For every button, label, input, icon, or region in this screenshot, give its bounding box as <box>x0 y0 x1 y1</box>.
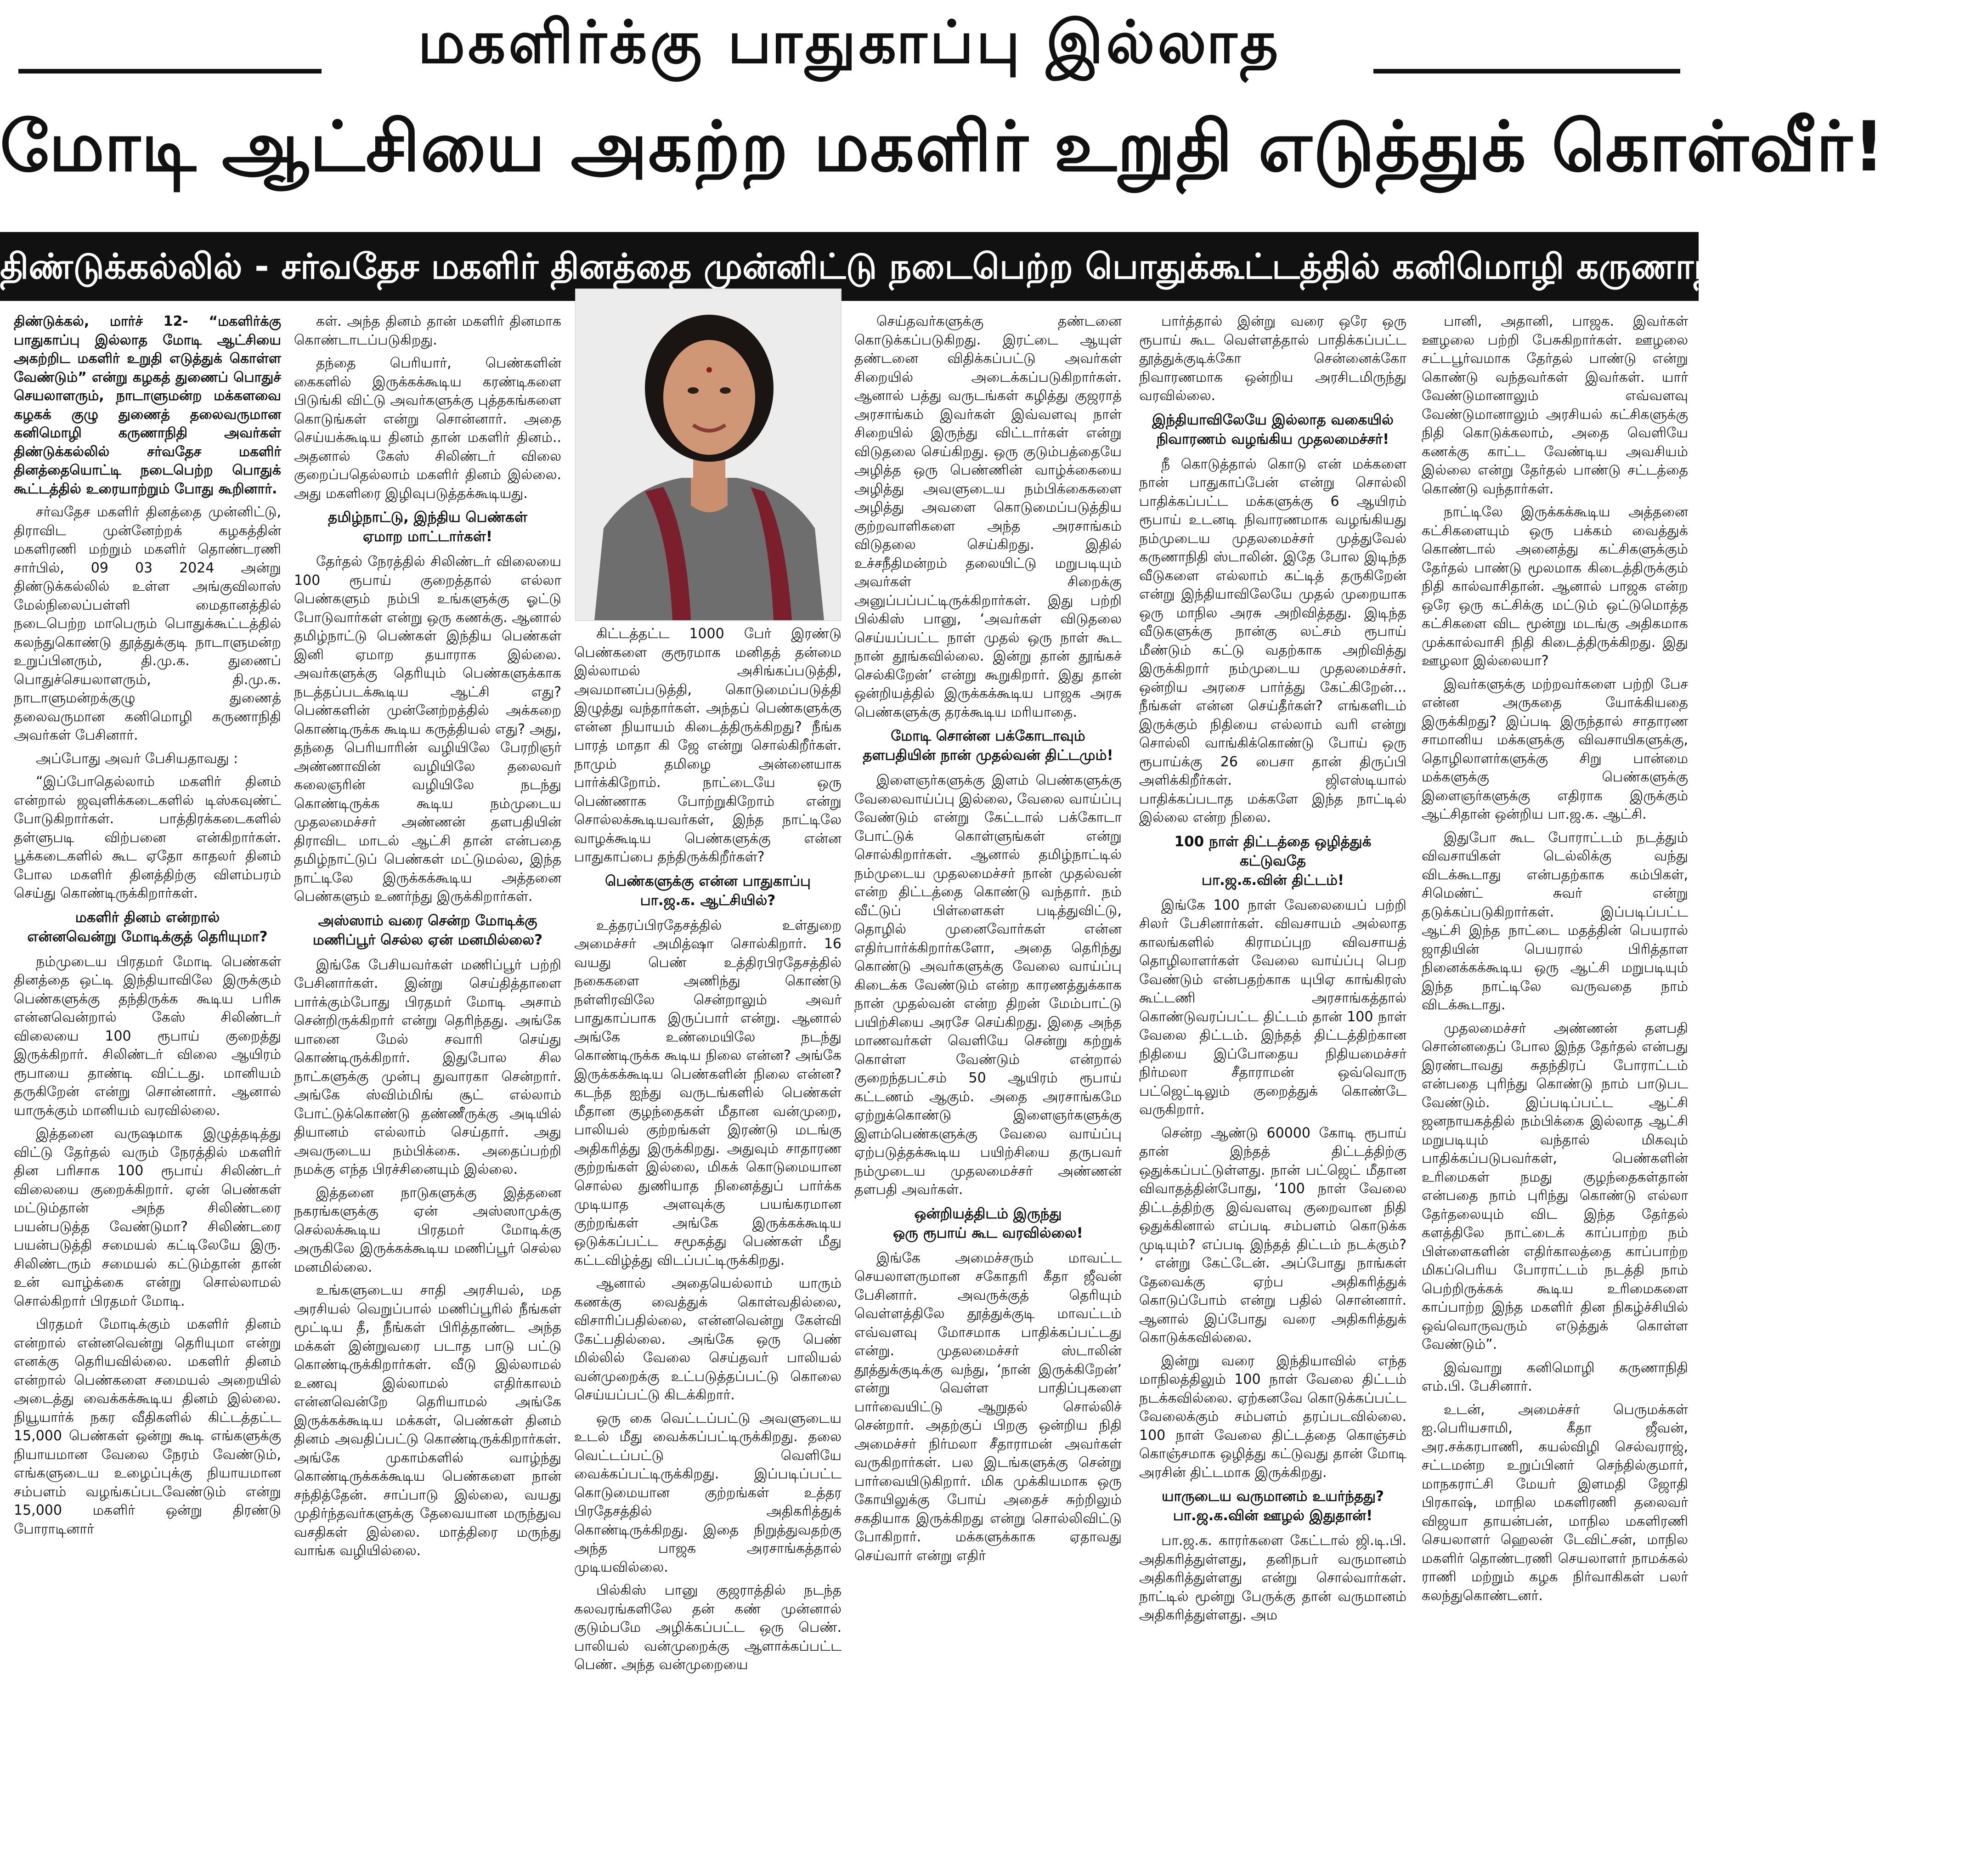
section-subheading <box>294 911 561 950</box>
strap-banner <box>0 232 1988 301</box>
article-paragraph: இங்கே அமைச்சரும் மாவட்ட செயலாளருமான சகோதரி கீதா ஜீவன் பேசினார். அவருக்குத் தெரியும் வெள்ளத்திலே தூத்துக்குடி மாவட்டம் எவ்வளவு மோசமாக பாதிக்கப்பட்டது என்று. முதலமைச்சர் ஸ்டாலின் தூத்துக்குடிக்கு வந்து, ‘நான் இருக்கிறேன்’ என்று வெள்ள பாதிப்புகளை பார்வையிட்டு ஆறுதல் சொல்லிச் சென்றார். அதற்குப் பிறகு ஒன்றிய நிதி அமைச்சர் நிர்மலா சீதாராமன் அவர்கள் வருகிறார்கள். பல இடங்களுக்கு சென்று பார்வையிடுகிறார். மிக முக்கியமாக ஒரு கோயிலுக்கு போய் அதைச் சுற்றிலும் சகதியாக இருக்கிறது என்று சொல்லிவிட்டு போகிறார். மக்களுக்காக ஏதாவது செய்வார் என்று எதிர் <box>854 1250 1122 1564</box>
article-paragraph: அப்போது அவர் பேசியதாவது : <box>36 750 238 767</box>
subheading-line: ஒன்றியத்திடம் இருந்து <box>914 1205 1062 1222</box>
section-subheading <box>14 908 281 946</box>
speaker-portrait-image <box>576 289 841 620</box>
article-paragraph: “இப்போதெல்லாம் மகளிர் தினம் என்றால் ஜவுளிக்கடைகளில் டிஸ்கவுண்ட் போடுகிறார்கள். பாத்திரக்கடைகளில் தள்ளுபடி விற்பனை என்கிறார்கள். பூக்கடைகளில் கூட ஏதோ காதலர் தினம் போல மகளிர் தினத்திற்கு விளம்பரம் செய்து கொண்டிருக்கிறார்கள். <box>14 774 281 901</box>
subheading-line: 100 நாள் திட்டத்தை ஒழித்துக் கட்டுவதே <box>1174 833 1372 869</box>
article-paragraph: இவ்வாறு கனிமொழி கருணாநிதி எம்.பி. பேசினார். <box>1422 1359 1688 1394</box>
subheading-line: நிவாரணம் வழங்கிய முதலமைச்சர்! <box>1156 430 1389 447</box>
article-paragraph: இத்தனை நாடுகளுக்கு இத்தனை நகரங்களுக்கு ஏன் அஸ்ஸாமுக்கு செல்லக்கூடிய பிரதமர் மோடிக்கு அருகிலே இருக்கக்கூடிய மணிப்பூர் செல்ல மனமில்லை. <box>294 1184 561 1275</box>
article-paragraph: இளைஞர்களுக்கு இளம் பெண்களுக்கு வேலைவாய்ப்பு இல்லை, வேலை வாய்ப்பு வேண்டும் என்று கேட்டால் பக்கோடா போட்டுக் கொள்ளுங்கள் என்று சொல்கிறார்கள். ஆனால் தமிழ்நாட்டில் நம்முடைய முதலமைச்சர் நான் முதல்வன் என்ற திட்டத்தை கொண்டு வந்தார். நம் வீட்டுப் பிள்ளைகள் படித்துவிட்டு, தொழில் முனைவோர்கள் என்ன எதிர்பார்க்கிறார்களோ, அதை தெரிந்து கொண்டு அவர்களுக்கு வேலை வாய்ப்பு கிடைக்க வேண்டும் என்ற காரணத்துக்காக நான் முதல்வன் என்ற திறன் மேம்பாட்டு பயிற்சியை அரசே செய்கிறது. இதை அந்த மாணவர்கள் வெளியே சென்று கற்றுக் கொள்ள வேண்டும் என்றால் குறைந்தபட்சம் 50 ஆயிரம் ரூபாய் கட்டணம் ஆகும். அதை அரசாங்கமே ஏற்றுக்கொண்டு இளைஞர்களுக்கு இளம்பெண்களுக்கு வேலை வாய்ப்பு ஏற்படுத்தக்கூடிய பயிற்சியை தருபவர் நம்முடைய முதலமைச்சர் அண்ணன் தளபதி அவர்கள். <box>854 772 1122 1198</box>
section-subheading <box>854 726 1122 765</box>
strap-text: திண்டுக்கல்லில் - சர்வதேச மகளிர் தினத்தை முன்னிட்டு நடைபெற்ற பொதுக்கூட்டத்தில் கனிமொழி கருணாநிதி எம்.பி. உரை! <box>0 246 1988 287</box>
article-paragraph: கள். அந்த தினம் தான் மகளிர் தினமாக கொண்டாடப்படுகிறது. <box>294 313 561 348</box>
article-column-5 <box>1139 312 1406 1861</box>
article-paragraph: உங்களுடைய சாதி அரசியல், மத அரசியல் வெறுப்பால் மணிப்பூரில் நீங்கள் மூட்டிய தீ, நீங்கள் பிரித்தாண்ட அந்த மக்கள் இன்றுவரை படாத பாடு பட்டு கொண்டிருக்கிறார்கள். வீடு இல்லாமல் உணவு இல்லாமல் எதிர்காலம் என்னவென்றே தெரியாமல் அங்கே இருக்கக்கூடிய மக்கள், பெண்கள் தினம் தினம் அவதிப்பட்டு கொண்டிருக்கிறார்கள். அங்கே முகாம்களில் வாழ்ந்து கொண்டிருக்கக்கூடிய பெண்களை நான் சந்தித்தேன். சாப்பாடு இல்லை, வயது முதிர்ந்தவர்களுக்கு தேவையான மருந்துவ வசதிகள் இல்லை. மாத்திரை மருந்து வாங்க வழியில்லை. <box>294 1282 561 1559</box>
article-column-2 <box>294 312 561 1861</box>
article-paragraph: நம்முடைய பிரதமர் மோடி பெண்கள் தினத்தை ஒட்டி இந்தியாவிலே இருக்கும் பெண்களுக்கு தந்திருக்க கூடிய பரிசு என்னவென்றால் கேஸ் சிலிண்டர் விலையை 100 ரூபாய் குறைத்து இருக்கிறார். சிலிண்டர் விலை ஆயிரம் ரூபாயை தாண்டி விட்டது. மானியம் தருகிறேன் என்று சொன்னார். ஆனால் யாருக்கும் மானியம் வரவில்லை. <box>14 953 281 1119</box>
subheading-line: மகளிர் தினம் என்றால் <box>75 909 220 926</box>
article-paragraph: இன்று வரை இந்தியாவில் எந்த மாநிலத்திலும் 100 நாள் வேலை திட்டம் நடக்கவில்லை. ஏற்கனவே கொடுக்கப்பட்ட வேலைக்கும் சம்பளம் தரப்படவில்லை. 100 நாள் வேலை திட்டத்தை கொஞ்சம் கொஞ்சமாக ஒழித்து கட்டுவது தான் மோடி அரசின் திட்டமாக இருக்கிறது. <box>1139 1353 1406 1481</box>
section-subheading <box>1139 832 1406 890</box>
kicker-rule-right <box>1373 69 1680 74</box>
subheading-line: பா.ஜ.க.வின் ஊழல் இதுதான்! <box>1173 1507 1373 1524</box>
subheading-line: தளபதியின் நான் முதல்வன் திட்டமும்! <box>863 747 1113 764</box>
article-column-6 <box>1422 312 1688 1861</box>
article-paragraph: பானி, அதானி, பாஜக. இவர்கள் ஊழலை பற்றி பேசுகிறார்கள். ஊழலை சட்டபூர்வமாக தேர்தல் பாண்டு என்று கொண்டு வந்தவர்கள் இவர்கள். யார் வேண்டுமானாலும் எவ்வளவு வேண்டுமானாலும் அரசியல் கட்சிகளுக்கு நிதி கொடுக்கலாம், அதை வெளியே கணக்கு காட்ட வேண்டிய அவசியம் இல்லை என்று தேர்தல் பாண்டு சட்டத்தை கொண்டு வந்தார்கள். <box>1422 313 1688 497</box>
subheading-line: பெண்களுக்கு என்ன பாதுகாப்பு <box>605 872 811 889</box>
article-paragraph: தந்தை பெரியார், பெண்களின் கைகளில் இருக்கக்கூடிய கரண்டிகளை பிடுங்கி விட்டு அவர்களுக்கு புத்தகங்களை கொடுங்கள் என்று சொன்னார். அதை செய்யக்கூடிய தினம் தான் மகளிர் தினம்.. அதனால் கேஸ் சிலிண்டர் விலை குறைப்பதெல்லாம் மகளிர் தினம் இல்லை. அது மகளிரை இழிவுபடுத்தக்கூடியது. <box>294 355 561 502</box>
article-paragraph: சென்ற ஆண்டு 60000 கோடி ரூபாய் தான் இந்தத் திட்டத்திற்கு ஒதுக்கப்பட்டுள்ளது. நான் பட்ஜெட் மீதான விவாதத்தின்போது, ‘100 நாள் வேலை திட்டத்திற்கு இவ்வளவு குறைவான நிதி ஒதுக்கினால் எப்படி சம்பளம் கொடுக்க முடியும்? எப்படி இந்தத் திட்டம் நடக்கும்? ’ என்று கேட்டேன். அப்போது நாங்கள் தேவைக்கு ஏற்ப அதிகரித்துக் கொடுப்போம் என்று பதில் சொன்னார். ஆனால் இப்போது வரை அதிகரித்துக் கொடுக்கவில்லை. <box>1139 1125 1406 1346</box>
subheading-line: அஸ்ஸாம் வரை சென்ற மோடிக்கு <box>318 912 537 929</box>
article-paragraph: இங்கே பேசியவர்கள் மணிப்பூர் பற்றி பேசினார்கள். இன்று செய்தித்தாளை பார்க்கும்போது பிரதமர் மோடி அசாம் சென்றிருக்கிறார் என்று தெரிந்தது. அங்கே யானை மேல் சவாரி செய்து கொண்டிருக்கிறார். இதுபோல சில நாட்களுக்கு முன்பு துவாரகா சென்றார். அங்கே ஸ்விம்மிங் சூட் எல்லாம் போட்டுக்கொண்டு தண்ணீருக்கு அடியில் தியானம் எல்லாம் செய்தார். அது அவருடைய நம்பிக்கை. அதைப்பற்றி நமக்கு எந்த பிரச்சினையும் இல்லை. <box>294 957 561 1177</box>
kicker-title: மகளிர்க்கு பாதுகாப்பு இல்லாத <box>418 8 1281 77</box>
subheading-line: ஏமாற மாட்டார்கள்! <box>363 528 492 545</box>
article-paragraph: இவர்களுக்கு மற்றவர்களை பற்றி பேச என்ன அருகதை யோக்கியதை இருக்கிறது? இப்படி இருந்தால் சாதாரண சாமானிய மக்களுக்கு விவசாயிகளுக்கு, தொழிலாளர்களுக்கு சிறு பான்மை மக்களுக்கு பெண்களுக்கு இளைஞர்களுக்கு எதிராக இருக்கும் ஆட்சிதான் ஒன்றிய பா.ஜ.க. ஆட்சி. <box>1422 676 1688 822</box>
article-column-3 <box>574 625 842 1861</box>
article-paragraph: பில்கிஸ் பானு குஜராத்தில் நடந்த கலவரங்களிலே தன் கண் முன்னால் குடும்பமே அழிக்கப்பட்ட ஒரு பெண். பாலியல் வன்முறைக்கு ஆளாக்கப்பட்ட பெண். அந்த வன்முறையை <box>574 1582 842 1673</box>
article-paragraph: உத்தரப்பிரதேசத்தில் உள்துறை அமைச்சர் அமித்ஷா சொல்கிறார். 16 வயது பெண் உத்திரபிரதேசத்தில் நகைகளை அணிந்து கொண்டு நள்ளிரவிலே சென்றாலும் அவர் பாதுகாப்பாக இருப்பார் என்று. ஆனால் அங்கே உண்மையிலே நடந்து கொண்டிருக்க கூடிய நிலை என்ன? அங்கே இருக்கக்கூடிய பெண்களின் நிலை என்ன? கடந்த ஐந்து வருடங்களில் பெண்கள் மீதான குழந்தைகள் மீதான வன்முறை, பாலியல் குற்றங்கள் இரண்டு மடங்கு அதிகரித்து இருக்கிறது. அதுவும் சாதாரண குற்றங்கள் இல்லை, மிகக் கொடுமையான சொல்ல துணியாத நினைத்துப் பார்க்க முடியாத அளவுக்கு பயங்கரமான குற்றங்கள் அங்கே இருக்கக்கூடிய ஒடுக்கப்பட்ட சமூகத்து பெண்கள் மீது கட்டவிழ்த்து விடப்பட்டிருக்கிறது. <box>574 917 842 1268</box>
subheading-line: ஒரு ரூபாய் கூட வரவில்லை! <box>893 1224 1083 1241</box>
article-paragraph: பார்த்தால் இன்று வரை ஒரே ஒரு ரூபாய் கூட வெள்ளத்தால் பாதிக்கப்பட்ட தூத்துக்குடிக்கோ சென்னைக்கோ நிவாரணமாக ஒன்றிய அரசிடமிருந்து வரவில்லை. <box>1139 313 1406 404</box>
article-paragraph: பா.ஜ.க. காரர்களை கேட்டால் ஜி.டி.பி. அதிகரித்துள்ளது, தனிநபர் வருமானம் அதிகரித்துள்ளது என்று சொல்வார்கள். நாட்டில் மூன்று பேருக்கு தான் வருமானம் அதிகரித்துள்ளது. அம <box>1139 1533 1406 1623</box>
subheading-line: யாருடைய வருமானம் உயர்ந்தது? <box>1161 1488 1384 1505</box>
article-paragraph: இத்தனை வருஷமாக இழுத்தடித்து விட்டு தேர்தல் வரும் நேரத்தில் மகளிர் தின பரிசாக 100 ரூபாய் சிலிண்டர் விலையை குறைக்கிறார். ஏன் பெண்கள் மட்டும்தான் அந்த சிலிண்டரை பயன்படுத்த வேண்டுமா? சிலிண்டரை பயன்படுத்தி சமையல் கட்டிலேயே இரு. சிலிண்டரும் சமையல் கட்டும்தான் தான் உன் வாழ்க்கை என்று சொல்லாமல் சொல்கிறார் பிரதமர் மோடி. <box>14 1126 281 1309</box>
section-subheading <box>294 508 561 546</box>
article-paragraph: உடன், அமைச்சர் பெருமக்கள் ஐ.பெரியசாமி, கீதா ஜீவன், அர.சக்கரபாணி, கயல்விழி செல்வராஜ், சட்டமன்ற உறுப்பினர் செந்தில்குமார், மாநகராட்சி மேயர் இளமதி ஜோதி பிரகாஷ், மாநில மகளிரணி தலைவர் விஜயா தாயன்பன், மாநில மகளிரணி செயலாளர் ஹெலன் டேவிட்சன், மாநில மகளிர் தொண்டரணி செயலாளர் நாமக்கல் ராணி மற்றும் கழக நிர்வாகிகள் பலர் கலந்துகொண்டனர். <box>1422 1401 1688 1604</box>
article-paragraph: இங்கே 100 நாள் வேலையைப் பற்றி சிலர் பேசினார்கள். விவசாயம் அல்லாத காலங்களில் கிராமப்புற விவசாயத் தொழிலாளர்கள் வேலை வாய்ப்பு பெற வேண்டும் என்பதற்காக யுபிஏ காங்கிரஸ் கூட்டணி அரசாங்கத்தால் கொண்டுவரப்பட்ட திட்டம் தான் 100 நாள் வேலை திட்டம். இந்தத் திட்டத்திற்கான நிதியை இப்போதைய நிதியமைச்சர் நிர்மலா சீதாராமன் ஒவ்வொரு பட்ஜெட்டிலும் குறைத்துக் கொண்டே வருகிறார். <box>1139 897 1406 1118</box>
article-paragraph: நாட்டிலே இருக்கக்கூடிய அத்தனை கட்சிகளையும் ஒரு பக்கம் வைத்துக் கொண்டால் அனைத்து கட்சிகளுக்கும் தேர்தல் பாண்டு மூலமாக கிடைத்திருக்கும் நிதி கால்வாசிதான். ஆனால் பாஜக என்ற ஒரே ஒரு கட்சிக்கு மட்டும் ஒட்டுமொத்த கட்சிகளை விட மூன்று மடங்கு அதிகமாக முக்கால்வாசி நிதி கிடைத்திருக்கிறது. இது ஊழலா இல்லையா? <box>1422 504 1688 669</box>
article-paragraph: தேர்தல் நேரத்தில் சிலிண்டர் விலையை 100 ரூபாய் குறைத்தால் எல்லா பெண்களும் நம்பி உங்களுக்கு ஓட்டு போடுவார்கள் என்று ஒரு கணக்கு. ஆனால் தமிழ்நாட்டு பெண்கள் இந்திய பெண்கள் இனி ஏமாற தயாராக இல்லை. அவர்களுக்கு தெரியும் பெண்களுக்காக நடத்தப்படக்கூடிய ஆட்சி எது? பெண்களின் முன்னேற்றத்தில் அக்கறை கொண்டிருக்க கூடிய கருத்தியல் எது? அது, தந்தை பெரியாரின் வழியிலே பேரறிஞர் அண்ணாவின் வழியிலே தலைவர் கலைஞரின் வழியிலே நடந்து கொண்டிருக்க கூடிய நம்முடைய முதலமைச்சர் அண்ணன் தளபதியின் திராவிட மாடல் ஆட்சி தான் என்பதை தமிழ்நாட்டுப் பெண்கள் மட்டுமல்ல, இந்த நாட்டிலே இருக்கக்கூடிய அத்தனை பெண்களும் உணர்ந்து இருக்கிறார்கள். <box>294 554 561 905</box>
article-paragraph: ஆனால் அதையெல்லாம் யாரும் கணக்கு வைத்துக் கொள்வதில்லை, விசாரிப்பதில்லை, என்னவென்று கேள்வி கேட்பதில்லை. அங்கே ஒரு பெண் மில்லில் வேலை செய்தவர் பாலியல் வன்முறைக்கு உட்படுத்தப்பட்டு கொலை செய்யப்பட்டு கிடக்கிறார். <box>574 1275 842 1403</box>
article-paragraph: பிரதமர் மோடிக்கும் மகளிர் தினம் என்றால் என்னவென்று தெரியுமா என்று எனக்கு தெரியவில்லை. மகளிர் தினம் என்றால் பெண்களை சமையல் அறையில் அடைத்து வைக்கக்கூடிய தினம் இல்லை. நியூயார்க் நகர வீதிகளில் கிட்டத்தட்ட 15,000 பெண்கள் ஒன்று கூடி எங்களுக்கு நியாயமான வேலை நேரம் வேண்டும், எங்களுடைய உழைப்புக்கு நியாயமான சம்பளம் வழங்கப்படவேண்டும் என்று 15,000 மகளிர் ஒன்று திரண்டு போராடினார் <box>14 1316 281 1537</box>
subheading-line: மோடி சொன்ன பக்கோடாவும் <box>891 728 1085 744</box>
article-paragraph: இதுபோ கூட போராட்டம் நடத்தும் விவசாயிகள் டெல்லிக்கு வந்து விடக்கூடாது என்பதற்காக கம்பிகள், சிமெண்ட் சுவர் என்று தடுக்கப்படுகிறார்கள். இப்படிப்பட்ட ஆட்சி இந்த நாட்டை மதத்தின் பெயரால் ஜாதியின் பெயரால் பிரித்தாள நினைக்கக்கூடிய ஒரு ஆட்சி மறுபடியும் இந்த நாட்டிலே வருவதை நாம் விடக்கூடாது. <box>1422 829 1688 1013</box>
headline: மோடி ஆட்சியை அகற்ற மகளிர் உறுதி எடுத்துக் கொள்வீர்! <box>0 107 1886 187</box>
subheading-line: தமிழ்நாட்டு, இந்திய பெண்கள் <box>328 509 527 526</box>
section-subheading <box>854 1204 1122 1243</box>
article-paragraph: ஒரு கை வெட்டப்பட்டு அவளுடைய உடல் மீது வைக்கப்பட்டிருக்கிறது. தலை வெட்டப்பட்டு வெளியே வைக்கப்பட்டிருக்கிறது. இப்படிப்பட்ட கொடுமையான குற்றங்கள் உத்தர பிரதேசத்தில் அதிகரித்துக் கொண்டிருக்கிறது. இதை நிறுத்துவதற்கு அந்த பாஜக அரசாங்கத்தால் முடியவில்லை. <box>574 1410 842 1575</box>
subheading-line: மணிப்பூர் செல்ல ஏன் மனமில்லை? <box>312 931 543 948</box>
article-column-1 <box>14 312 281 1861</box>
subheading-line: பா.ஜ.க.வின் திட்டம்! <box>1201 872 1344 889</box>
section-subheading <box>1139 410 1406 449</box>
article-paragraph: செய்தவர்களுக்கு தண்டனை கொடுக்கப்படுகிறது. இரட்டை ஆயுள் தண்டனை விதிக்கப்பட்டு அவர்கள் சிறையில் அடைக்கப்படுகிறார்கள். ஆனால் பத்து வருடங்கள் கழித்து குஜராத் அரசாங்கம் இவர்கள் இவ்வளவு நாள் சிறையில் இருந்து விட்டார்கள் என்று விடுதலை செய்கிறது. ஒரு குடும்பத்தையே அழித்த ஒரு பெண்ணின் வாழ்க்கையை அழித்து அவளுடைய நம்பிக்கைகளை அழித்து அவளை கொடுமைப்படுத்திய குற்றவாளிகளை அந்த அரசாங்கம் விடுதலை செய்கிறது. இதில் உச்சநீதிமன்றம் தலையிட்டு மறுபடியும் அவர்கள் சிறைக்கு அனுப்பப்பட்டிருக்கிறார்கள். இது பற்றி பில்கிஸ் பானு, ‘அவர்கள் விடுதலை செய்யப்பட்ட நாள் முதல் ஒரு நாள் கூட நான் தூங்கவில்லை. இன்று தான் தூங்கச் செல்கிறேன்’ என்று கூறுகிறார். இது தான் ஒன்றியத்தில் இருக்கக்கூடிய பாஜக அரசு பெண்களுக்கு தரக்கூடிய மரியாதை. <box>854 313 1122 720</box>
article-lead-paragraph: திண்டுக்கல், மார்ச் 12- “மகளிர்க்கு பாதுகாப்பு இல்லாத மோடி ஆட்சியை அகற்றிட மகளிர் உறுதி எடுத்துக் கொள்ள வேண்டும்” என்று கழகத் துணைப் பொதுச் செயலாளரும், நாடாளுமன்ற மக்களவை கழகக் குழு துணைத் தலைவருமான கனிமொழி கருணாநிதி அவர்கள் திண்டுக்கல்லில் சர்வதேச மகளிர் தினத்தையொட்டி நடைபெற்ற பொதுக் கூட்டத்தில் உரையாற்றும் போது கூறினார். <box>14 313 281 497</box>
article-paragraph: கிட்டத்தட்ட 1000 பேர் இரண்டு பெண்களை குரூரமாக மனிதத் தன்மை இல்லாமல் அசிங்கப்படுத்தி, அவமானப்படுத்தி, கொடுமைப்படுத்தி இழுத்து வந்தார்கள். அந்தப் பெண்களுக்கு என்ன நியாயம் கிடைத்திருக்கிறது? நீங்க பாரத் மாதா கி ஜே என்று சொல்கிறீர்கள். நாமும் தமிழை அன்னையாக பார்க்கிறோம். நாட்டையே ஒரு பெண்ணாக போற்றுகிறோம் என்று சொல்லக்கூடியவர்கள், இந்த நாட்டிலே வாழக்கூடிய பெண்களுக்கு என்ன பாதுகாப்பை தந்திருக்கிறீர்கள்? <box>574 626 842 865</box>
subheading-line: இந்தியாவிலேயே இல்லாத வகையில் <box>1152 411 1394 428</box>
article-paragraph: முதலமைச்சர் அண்ணன் தளபதி சொன்னதைப் போல இந்த தேர்தல் என்பது இரண்டாவது சுதந்திரப் போராட்டம் என்பதை புரிந்து கொண்டு நாம் பாடுபட வேண்டும். இப்படிப்பட்ட ஆட்சி ஜனநாயகத்தில் நம்பிக்கை இல்லாத ஆட்சி மறுபடியும் வந்தால் மிகவும் பாதிக்கப்படுபவர்கள், பெண்களின் உரிமைகள் நமது குழந்தைகள்தான் என்பதை நாம் புரிந்து கொண்டு எல்லா தேர்தலையும் விட இந்த தேர்தல் களத்திலே நாட்டைக் காப்பாற்ற நம் பிள்ளைகளின் எதிர்காலத்தை காப்பாற்ற மிகப்பெரிய போராட்டம் நடத்தி நாம் பெற்றிருக்கக் கூடிய உரிமைகளை காப்பாற்ற இந்த மகளிர் தின நிகழ்ச்சியில் ஒவ்வொருவரும் எடுத்துக் கொள்ள வேண்டும்”. <box>1422 1020 1688 1353</box>
speaker-photo <box>575 289 842 621</box>
subheading-line: என்னவென்று மோடிக்குத் தெரியுமா? <box>27 928 268 945</box>
article-column-4 <box>854 312 1122 1861</box>
subheading-line: பா.ஜ.க. ஆட்சியில்? <box>640 892 776 909</box>
section-subheading <box>1139 1487 1406 1525</box>
article-paragraph: சர்வதேச மகளிர் தினத்தை முன்னிட்டு, திராவிட முன்னேற்றக் கழகத்தின் மகளிரணி மற்றும் மகளிர் தொண்டரணி சார்பில், 09 03 2024 அன்று திண்டுக்கல்லில் உள்ள அங்குவிலாஸ் மேல்நிலைப்பள்ளி மைதானத்தில் நடைபெற்ற மாபெரும் பொதுக்கூட்டத்தில் கலந்துகொண்டு தூத்துக்குடி நாடாளுமன்ற உறுப்பினரும், தி.மு.க. துணைப் பொதுச்செயலாளரும், தி.மு.க. நாடாளுமன்றக்குழு துணைத் தலைவருமான கனிமொழி கருணாநிதி அவர்கள் பேசினார். <box>14 504 281 743</box>
article-paragraph: நீ கொடுத்தால் கொடு என் மக்களை நான் பாதுகாப்பேன் என்று சொல்லி பாதிக்கப்பட்ட மக்களுக்கு 6 ஆயிரம் ரூபாய் உடனடி நிவாரணமாக வழங்கியது நம்முடைய முதலமைச்சர் முத்துவேல் கருணாநிதி ஸ்டாலின். இதே போல இடிந்த வீடுகளை எல்லாம் கட்டித் தருகிறேன் என்று இந்தியாவிலேயே முதல் முறையாக ஒரு மாநில அரசு அறிவித்தது. இடிந்த வீடுகளுக்கு நான்கு லட்சம் ரூபாய் மீண்டும் கட்டு வதற்காக அறிவித்து இருக்கிறார் நம்முடைய முதலமைச்சர். ஒன்றிய அரசை பார்த்து கேட்கிறேன்... நீங்கள் என்ன செய்தீர்கள்? எங்களிடம் இருக்கும் நிதியை எல்லாம் வரி என்று சொல்லி வாங்கிக்கொண்டு போய் ஒரு ரூபாய்க்கு 26 பைசா தான் திருப்பி அளிக்கிறீர்கள். ஜிஎஸ்டியால் பாதிக்கப்படாத மக்களே இந்த நாட்டில் இல்லை என்ற நிலை. <box>1139 456 1406 826</box>
section-subheading <box>574 872 842 910</box>
